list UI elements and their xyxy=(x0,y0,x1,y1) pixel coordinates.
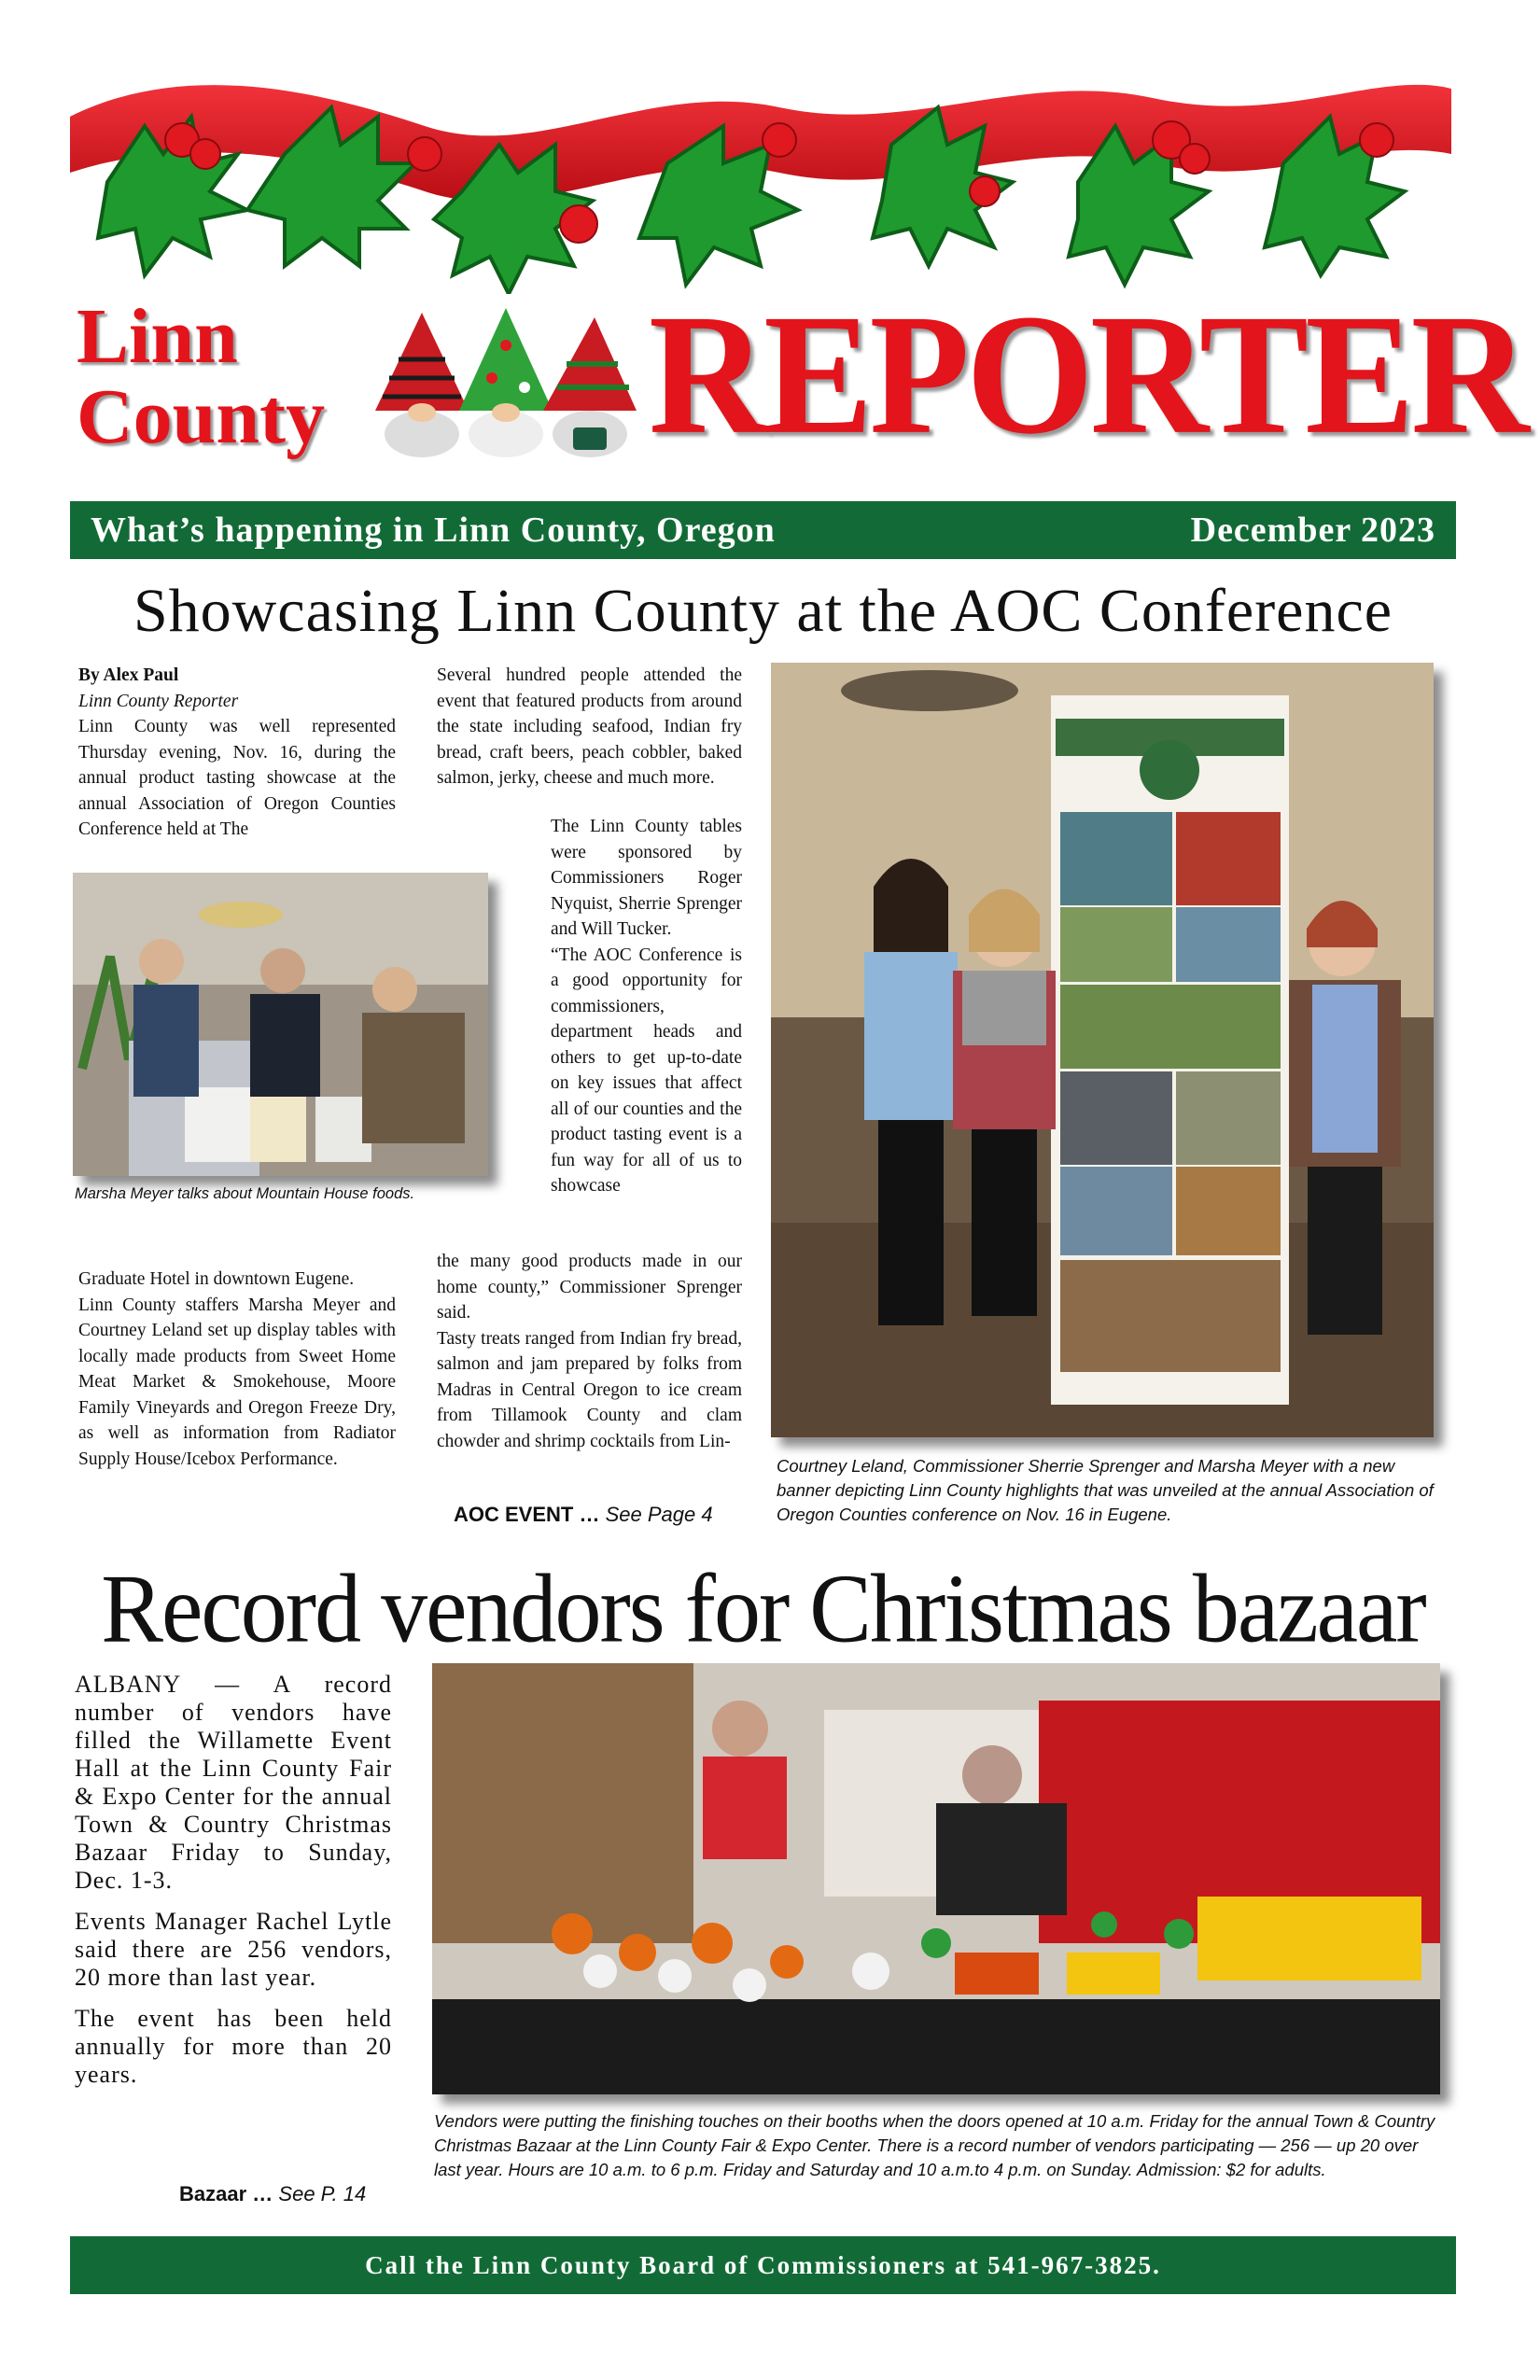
photo-bazaar-caption: Vendors were putting the finishing touches on their booths when the doors opened at 10 a.m. Friday for the annual Town & Country Christmas Bazaar at the Linn County Fair & Expo Center. There is a record number of vendors participating — 256 — up 20 over last year. Hours are 10 a.m. to 6 p.m. Friday and Saturday and 10 a.m.to 4 p.m. on Sunday. Admission: $2 for adults. xyxy=(434,2111,1435,2179)
story2-headline: Record vendors for Christmas bazaar xyxy=(101,1554,1425,1663)
issue-date: December 2023 xyxy=(1190,511,1435,550)
masthead-reporter: REPORTER xyxy=(649,279,1526,470)
photo-aoc-banner-caption: Courtney Leland, Commissioner Sherrie Sprenger and Marsha Meyer with a new banner depicting Linn County highlights that was unveiled at the annual Association of Oregon Counties conference on Nov. 16 in Eugene. xyxy=(777,1456,1434,1524)
story1-col2-bottom xyxy=(437,1249,742,1454)
holly-garland-icon xyxy=(70,51,1451,294)
tagline-band xyxy=(70,501,1456,559)
tagline: What’s happening in Linn County, Oregon xyxy=(91,511,776,550)
byline: By Alex Paul xyxy=(78,665,179,685)
photo-bazaar-image xyxy=(432,1663,1440,2094)
story1-col1-text-2: Graduate Hotel in downtown Eugene. xyxy=(78,1269,355,1289)
photo-mountain-house xyxy=(73,873,488,1176)
story1-col2-text-3: “The AOC Conference is a good opportunity for commissioners, department heads and others to get up-to-date on key issues that affect all of our counties and the product tasting event is a fun way for all of us to showcase xyxy=(551,945,742,1196)
story1-col2-text-5: Tasty treats ranged from Indian fry bread, salmon and jam prepared by folks from Madras in Central Oregon to ice cream from Tillamook County and clam chowder and shrimp cocktails from Lin- xyxy=(437,1328,742,1451)
story1-col1-top xyxy=(78,663,396,843)
story1-col1-text-3: Linn County staffers Marsha Meyer and Courtney Leland set up display tables with locally made products from Sweet Home Meat Market & Smokehouse, Moore Family Vineyards and Oregon Freeze Dry, as well as information from Radiator Supply House/Icebox Performance. xyxy=(78,1295,396,1469)
masthead-county: County xyxy=(77,373,326,460)
masthead-linn-county xyxy=(77,293,357,460)
photo-aoc-banner-image xyxy=(771,663,1434,1437)
story1-col2-text-4: the many good products made in our home county,” Commissioner Sprenger said. xyxy=(437,1252,742,1323)
photo-mountain-house-image xyxy=(73,873,488,1176)
story1-col1-text: Linn County was well represented Thursday evening, Nov. 16, during the annual product tasting showcase at the annual Association of Oregon Counties Conference held at The xyxy=(78,717,396,839)
byline-org: Linn County Reporter xyxy=(78,691,239,711)
story1-col2-text-1: Several hundred people attended the event that featured products from around the state including seafood, Indian fry bread, craft beers, peach cobbler, baked salmon, jerky, cheese and much more. xyxy=(437,665,742,788)
masthead-linn: Linn xyxy=(77,293,238,380)
story1-col2-text-2: The Linn County tables were sponsored by Commissioners Roger Nyquist, Sherrie Sprenger and Will Tucker. xyxy=(551,817,742,939)
story1-headline: Showcasing Linn County at the AOC Conference xyxy=(133,577,1393,645)
story1-jump[interactable] xyxy=(454,1503,752,1527)
story2-jump-page: See P. 14 xyxy=(278,2182,367,2205)
story2-body xyxy=(75,1671,392,2102)
photo-mountain-house-caption: Marsha Meyer talks about Mountain House foods. xyxy=(75,1185,415,1202)
story1-col2-mid xyxy=(551,814,742,1199)
story2-text-1: ALBANY — A record number of vendors have filled the Willamette Event Hall at the Linn County Fair & Expo Center for the annual Town & Country Christmas Bazaar Friday to Sunday, Dec. 1-3. xyxy=(75,1671,392,1894)
photo-bazaar xyxy=(432,1663,1440,2094)
footer-band: Call the Linn County Board of Commissioners at 541-967-3825. xyxy=(70,2236,1456,2294)
story2-jump[interactable] xyxy=(179,2182,403,2206)
story1-jump-label: AOC EVENT … xyxy=(454,1503,600,1526)
photo-aoc-banner xyxy=(771,663,1434,1437)
story2-text-2: Events Manager Rachel Lytle said there are 256 vendors, 20 more than last year. xyxy=(75,1908,392,1991)
story2-jump-label: Bazaar … xyxy=(179,2182,273,2205)
story1-jump-page: See Page 4 xyxy=(605,1503,713,1526)
story1-col1-bottom xyxy=(78,1267,396,1472)
story2-text-3: The event has been held annually for more than 20 years. xyxy=(75,2005,392,2088)
story1-col2-top xyxy=(437,663,742,791)
gnome-trio-icon xyxy=(366,308,646,457)
